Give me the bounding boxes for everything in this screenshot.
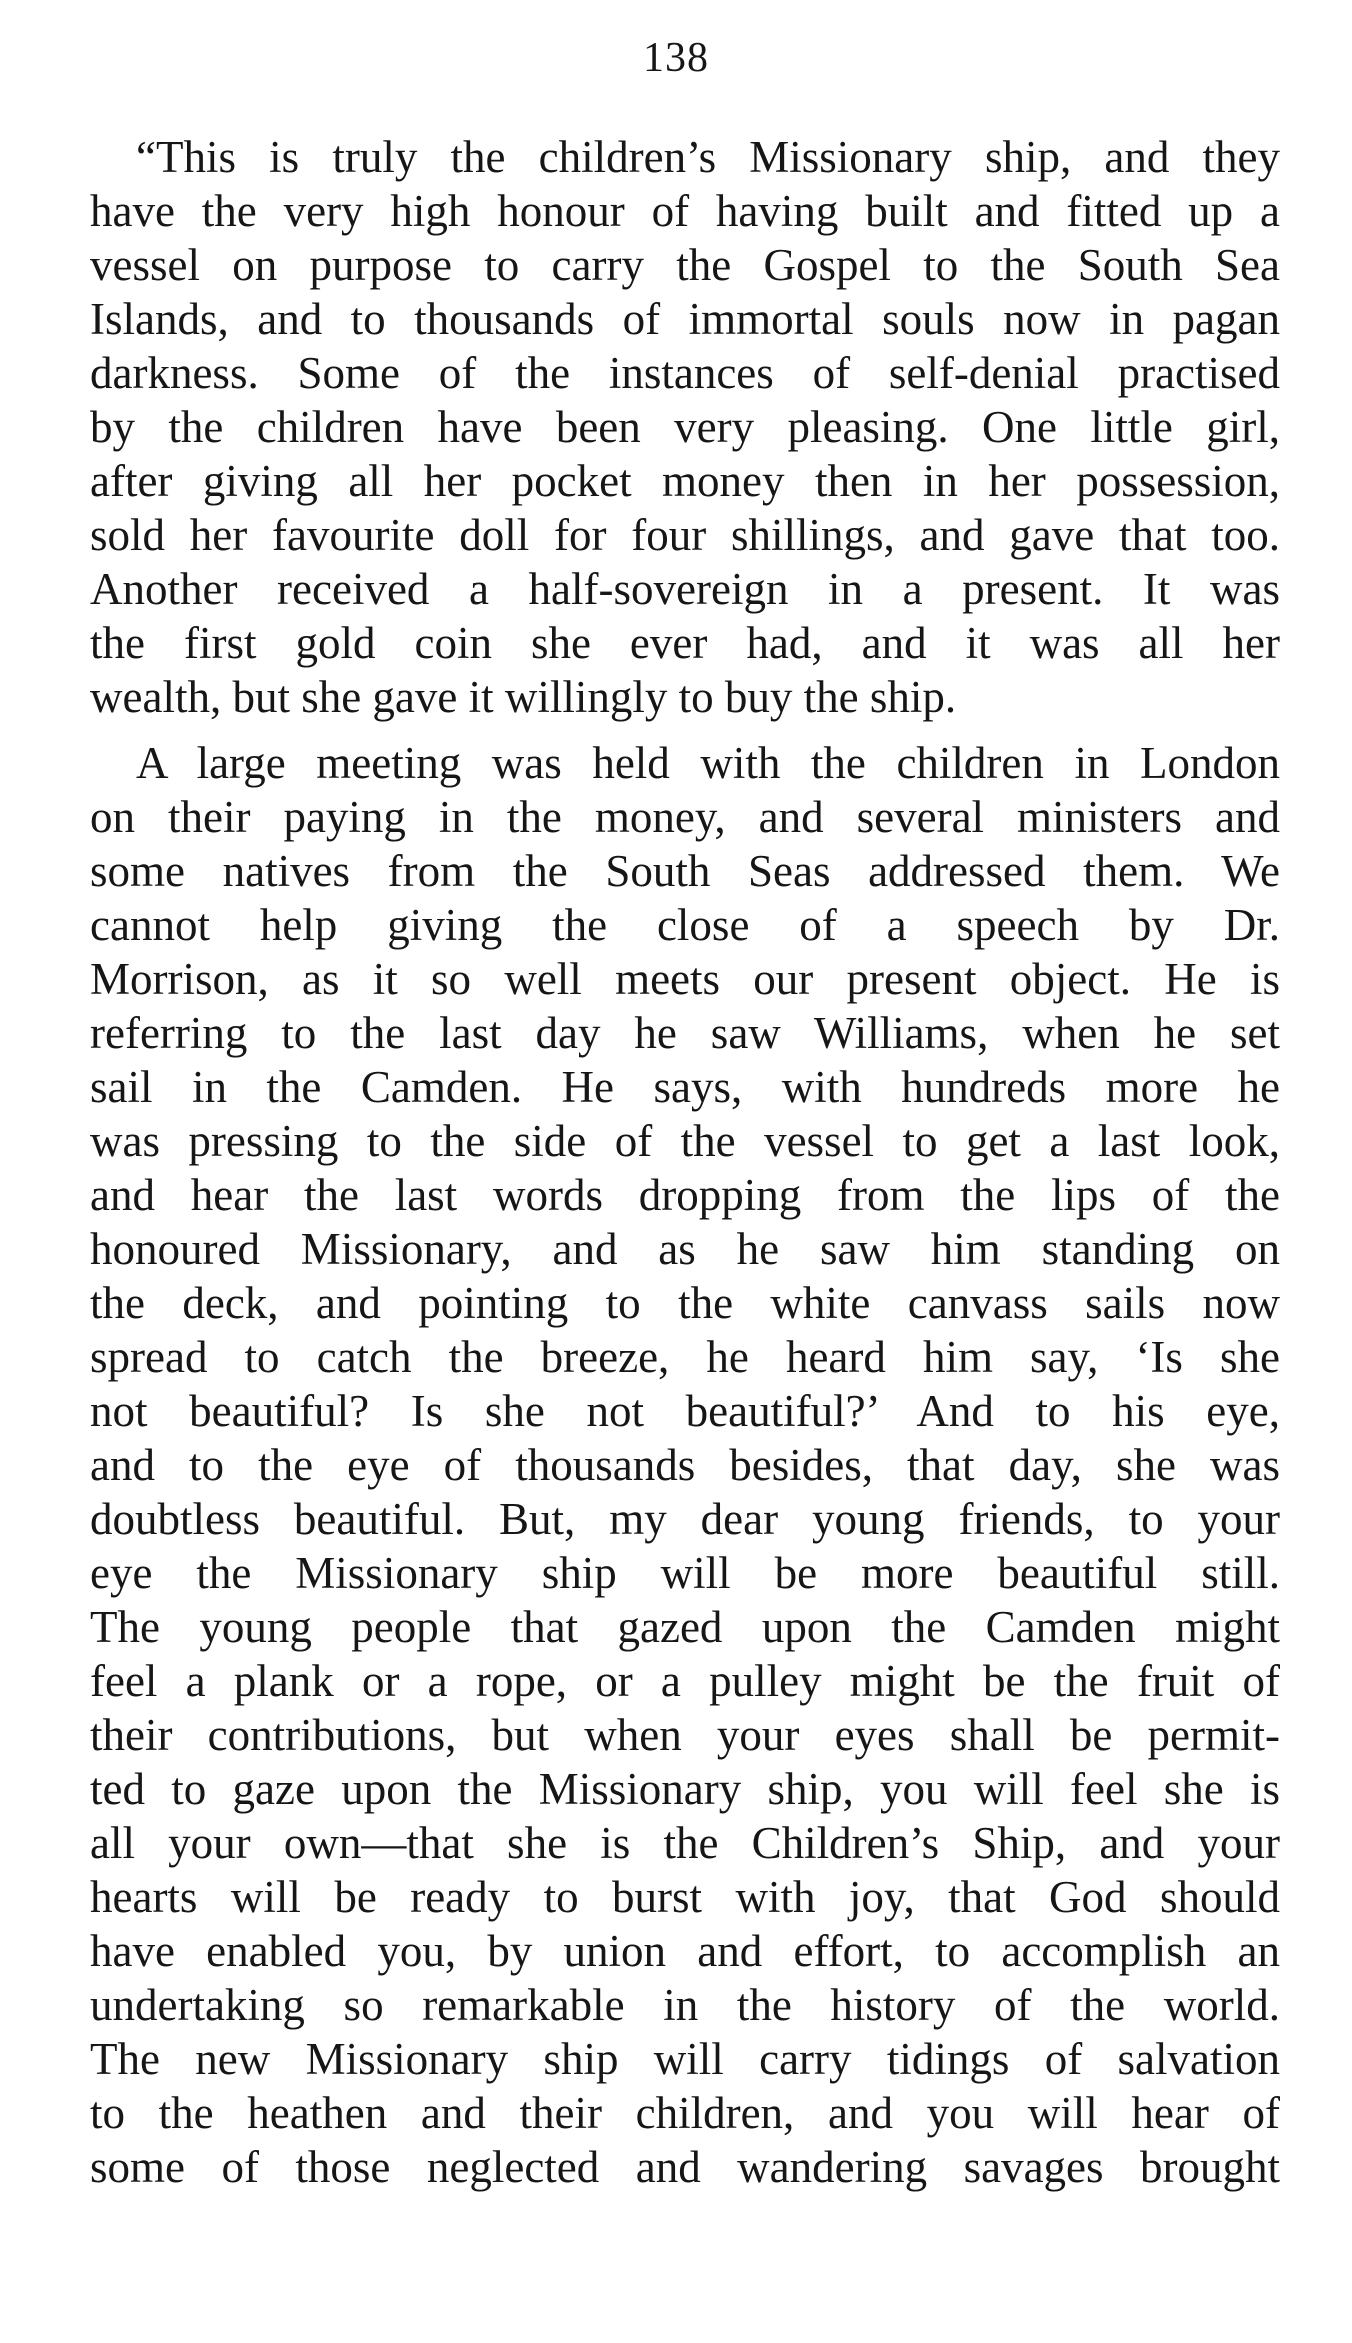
text-line: after giving all her pocket money then in her possession, bbox=[90, 456, 1280, 506]
text-line: feel a plank or a rope, or a pulley might be the fruit of bbox=[90, 1656, 1280, 1706]
text-line: Islands, and to thousands of immortal souls now in pagan bbox=[90, 294, 1280, 344]
text-line: the deck, and pointing to the white canvass sails now bbox=[90, 1278, 1280, 1328]
text-line: and to the eye of thousands besides, that day, she was bbox=[90, 1440, 1280, 1490]
text-line: have enabled you, by union and effort, to accomplish an bbox=[90, 1926, 1280, 1976]
text-line: honoured Missionary, and as he saw him standing on bbox=[90, 1224, 1280, 1274]
text-line: was pressing to the side of the vessel to get a last look, bbox=[90, 1116, 1280, 1166]
text-line: on their paying in the money, and several ministers and bbox=[90, 792, 1280, 842]
paragraph-2 bbox=[90, 736, 1280, 2194]
text-line: some natives from the South Seas addressed them. We bbox=[90, 846, 1280, 896]
text-line: cannot help giving the close of a speech by Dr. bbox=[90, 900, 1280, 950]
text-line: to the heathen and their children, and you will hear of bbox=[90, 2088, 1280, 2138]
text-line: hearts will be ready to burst with joy, that God should bbox=[90, 1872, 1280, 1922]
text-line: have the very high honour of having built and fitted up a bbox=[90, 186, 1280, 236]
text-line: and hear the last words dropping from the lips of the bbox=[90, 1170, 1280, 1220]
text-line: Morrison, as it so well meets our present object. He is bbox=[90, 954, 1280, 1004]
text-line: spread to catch the breeze, he heard him say, ‘Is she bbox=[90, 1332, 1280, 1382]
text-line: the first gold coin she ever had, and it was all her bbox=[90, 618, 1280, 668]
text-line: their contributions, but when your eyes shall be permit- bbox=[90, 1710, 1280, 1760]
text-line: Another received a half-sovereign in a present. It was bbox=[90, 564, 1280, 614]
body-text bbox=[90, 130, 1280, 2194]
text-line: vessel on purpose to carry the Gospel to the South Sea bbox=[90, 240, 1280, 290]
text-line: eye the Missionary ship will be more beautiful still. bbox=[90, 1548, 1280, 1598]
text-line: darkness. Some of the instances of self-denial practised bbox=[90, 348, 1280, 398]
page-number: 138 bbox=[643, 35, 709, 81]
text-line: “This is truly the children’s Missionary ship, and they bbox=[136, 132, 1280, 182]
text-line: sail in the Camden. He says, with hundreds more he bbox=[90, 1062, 1280, 1112]
text-line: sold her favourite doll for four shillings, and gave that too. bbox=[90, 510, 1280, 560]
text-line: The young people that gazed upon the Camden might bbox=[90, 1602, 1280, 1652]
text-line: not beautiful? Is she not beautiful?’ And to his eye, bbox=[90, 1386, 1280, 1436]
text-line: A large meeting was held with the children in London bbox=[136, 738, 1280, 788]
paragraph-1 bbox=[90, 130, 1280, 724]
text-line: undertaking so remarkable in the history of the world. bbox=[90, 1980, 1280, 2030]
text-line: by the children have been very pleasing. One little girl, bbox=[90, 402, 1280, 452]
text-line: ted to gaze upon the Missionary ship, you will feel she is bbox=[90, 1764, 1280, 1814]
text-line: referring to the last day he saw Williams, when he set bbox=[90, 1008, 1280, 1058]
text-line: The new Missionary ship will carry tidings of salvation bbox=[90, 2034, 1280, 2084]
text-line: doubtless beautiful. But, my dear young friends, to your bbox=[90, 1494, 1280, 1544]
text-line: all your own—that she is the Children’s Ship, and your bbox=[90, 1818, 1280, 1868]
text-line: some of those neglected and wandering savages brought bbox=[90, 2142, 1280, 2192]
text-line: wealth, but she gave it willingly to buy the ship. bbox=[90, 672, 957, 722]
